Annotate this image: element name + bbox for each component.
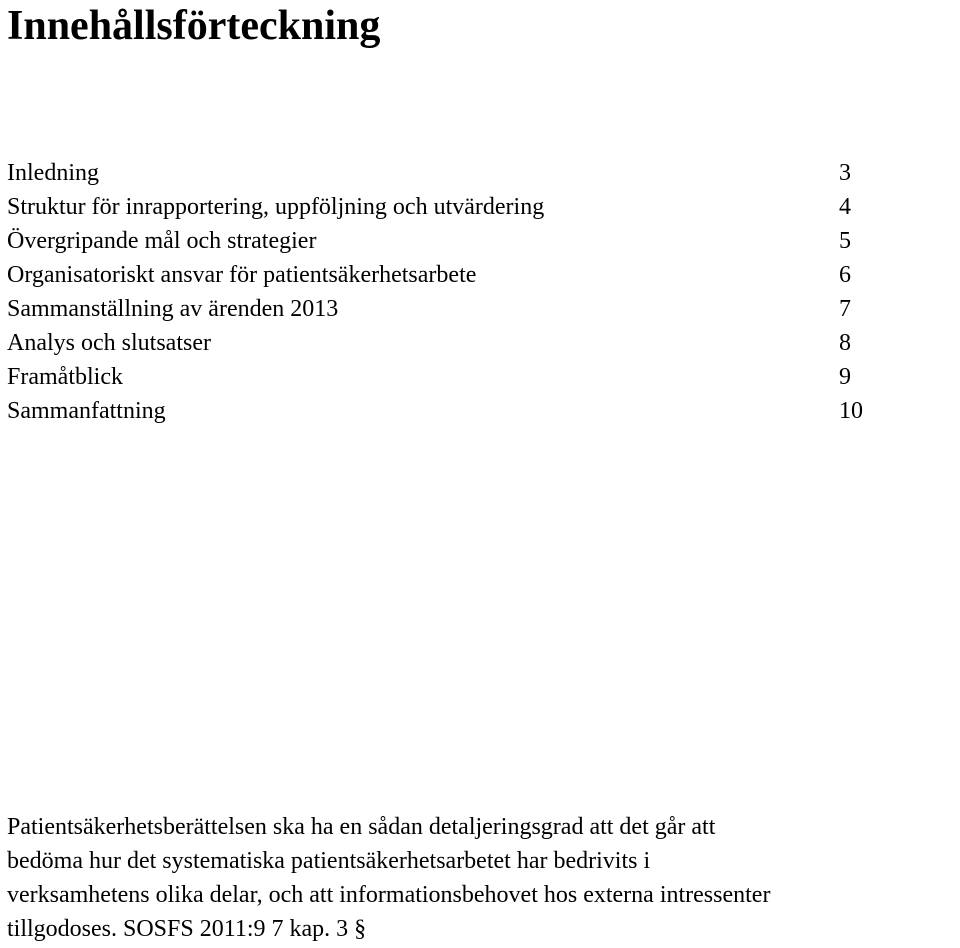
toc-entry-page-number: 8 [839, 330, 851, 356]
toc-entry-overgripande-mal [7, 224, 871, 258]
toc-entry-organisatoriskt-ansvar [7, 258, 871, 292]
toc-entry-page-number: 9 [839, 364, 851, 390]
page-title: Innehållsförteckning [7, 3, 381, 49]
toc-entry-sammanfattning [7, 394, 871, 428]
toc-entry-label: Sammanställning av ärenden 2013 [7, 296, 339, 322]
toc-entry-page-number: 7 [839, 296, 851, 322]
toc-entry-label: Organisatoriskt ansvar för patientsäkerhetsarbete [7, 262, 477, 288]
regulation-note-line: Patientsäkerhetsberättelsen ska ha en sådan detaljeringsgrad att det går att [7, 814, 716, 840]
toc-entry-inledning [7, 156, 871, 190]
toc-entry-label: Sammanfattning [7, 398, 166, 424]
toc-entry-label: Inledning [7, 160, 99, 186]
table-of-contents [7, 156, 871, 428]
toc-entry-page-number: 3 [839, 160, 851, 186]
toc-entry-page-number: 10 [839, 398, 863, 424]
toc-entry-struktur [7, 190, 871, 224]
toc-entry-label: Struktur för inrapportering, uppföljning och utvärdering [7, 194, 545, 220]
toc-entry-label: Framåtblick [7, 364, 123, 390]
regulation-note [7, 810, 960, 946]
toc-entry-sammanstallning [7, 292, 871, 326]
toc-entry-framatblick [7, 360, 871, 394]
toc-entry-label: Analys och slutsatser [7, 330, 211, 356]
regulation-note-line: verksamhetens olika delar, och att informationsbehovet hos externa intressenter [7, 882, 771, 908]
regulation-note-line: tillgodoses. SOSFS 2011:9 7 kap. 3 § [7, 916, 367, 942]
regulation-note-line: bedöma hur det systematiska patientsäkerhetsarbetet har bedrivits i [7, 848, 651, 874]
toc-entry-label: Övergripande mål och strategier [7, 228, 317, 254]
toc-entry-page-number: 4 [839, 194, 851, 220]
toc-entry-page-number: 6 [839, 262, 851, 288]
toc-entry-page-number: 5 [839, 228, 851, 254]
toc-entry-analys [7, 326, 871, 360]
